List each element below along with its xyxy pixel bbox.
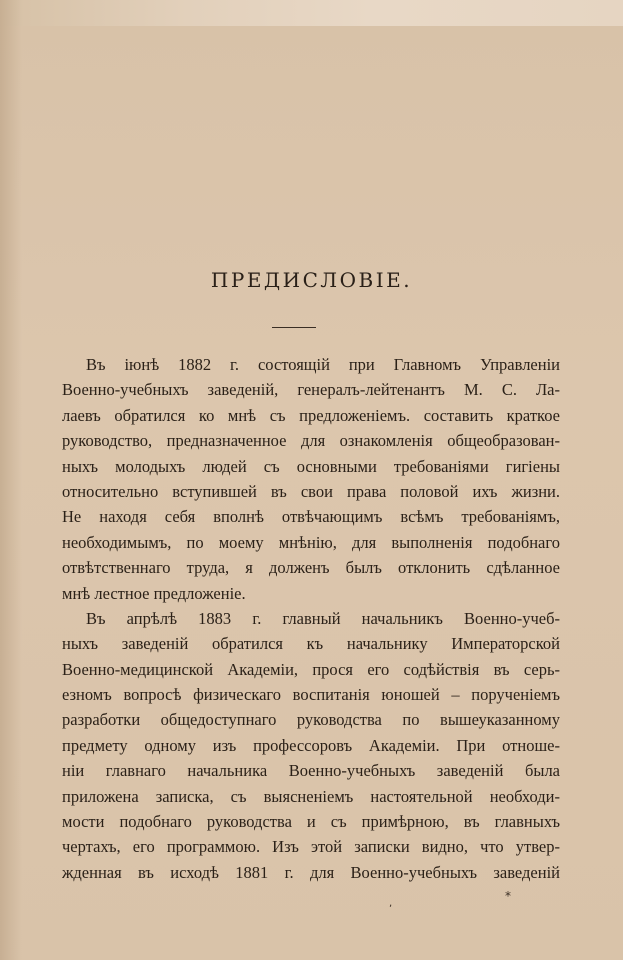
text-line: Военно-учебныхъ заведеній, генералъ-лейтенантъ М. С. Ла- <box>62 380 560 400</box>
page-left-edge <box>0 0 22 960</box>
page-top-edge <box>0 0 623 26</box>
signature-mark: * <box>505 889 511 903</box>
text-line: руководство, предназначенное для ознакомленія общеобразован- <box>62 431 560 451</box>
text-line: приложена записка, съ выясненіемъ настоятельной необходи- <box>62 786 560 806</box>
body-text <box>62 352 560 885</box>
text-line: жденная въ исходѣ 1881 г. для Военно-учебныхъ заведеній <box>62 862 560 882</box>
stray-mark: , <box>389 898 393 909</box>
text-line: относительно вступившей въ свои права половой ихъ жизни. <box>62 481 560 501</box>
text-line: отвѣтственнаго труда, я долженъ былъ отклонить сдѣланное <box>62 558 560 578</box>
page-title: ПРЕДИСЛОВІЕ. <box>210 268 413 292</box>
text-line: мости подобнаго руководства и съ примѣрною, въ главныхъ <box>62 812 560 832</box>
text-line: езномъ вопросѣ физическаго воспитанія юношей – порученіемъ <box>62 685 560 705</box>
text-line: Военно-медицинской Академіи, прося его содѣйствія въ серь- <box>62 659 560 679</box>
text-line: чертахъ, его программою. Изъ этой записки видно, что утвер- <box>62 837 560 857</box>
text-line: ныхъ заведеній обратился къ начальнику Императорской <box>62 634 560 654</box>
text-line: необходимымъ, по моему мнѣнію, для выполненія подобнаго <box>62 532 560 552</box>
text-line: лаевъ обратился ко мнѣ съ предложеніемъ. составить краткое <box>62 405 560 425</box>
text-line: мнѣ лестное предложеніе. <box>62 583 246 603</box>
title-divider <box>272 327 316 328</box>
text-line: ныхъ молодыхъ людей съ основными требованіями гигіены <box>62 456 560 476</box>
text-line: Въ апрѣлѣ 1883 г. главный начальникъ Военно-учеб- <box>86 608 560 628</box>
text-line: Не находя себя вполнѣ отвѣчающимъ всѣмъ требованіямъ, <box>62 507 560 527</box>
text-line: ніи главнаго начальника Военно-учебныхъ заведеній была <box>62 761 560 781</box>
text-line: разработки общедоступнаго руководства по вышеуказанному <box>62 710 560 730</box>
text-line: предмету одному изъ профессоровъ Академіи. При отноше- <box>62 735 560 755</box>
text-line: Въ іюнѣ 1882 г. состоящій при Главномъ Управленіи <box>86 355 560 374</box>
